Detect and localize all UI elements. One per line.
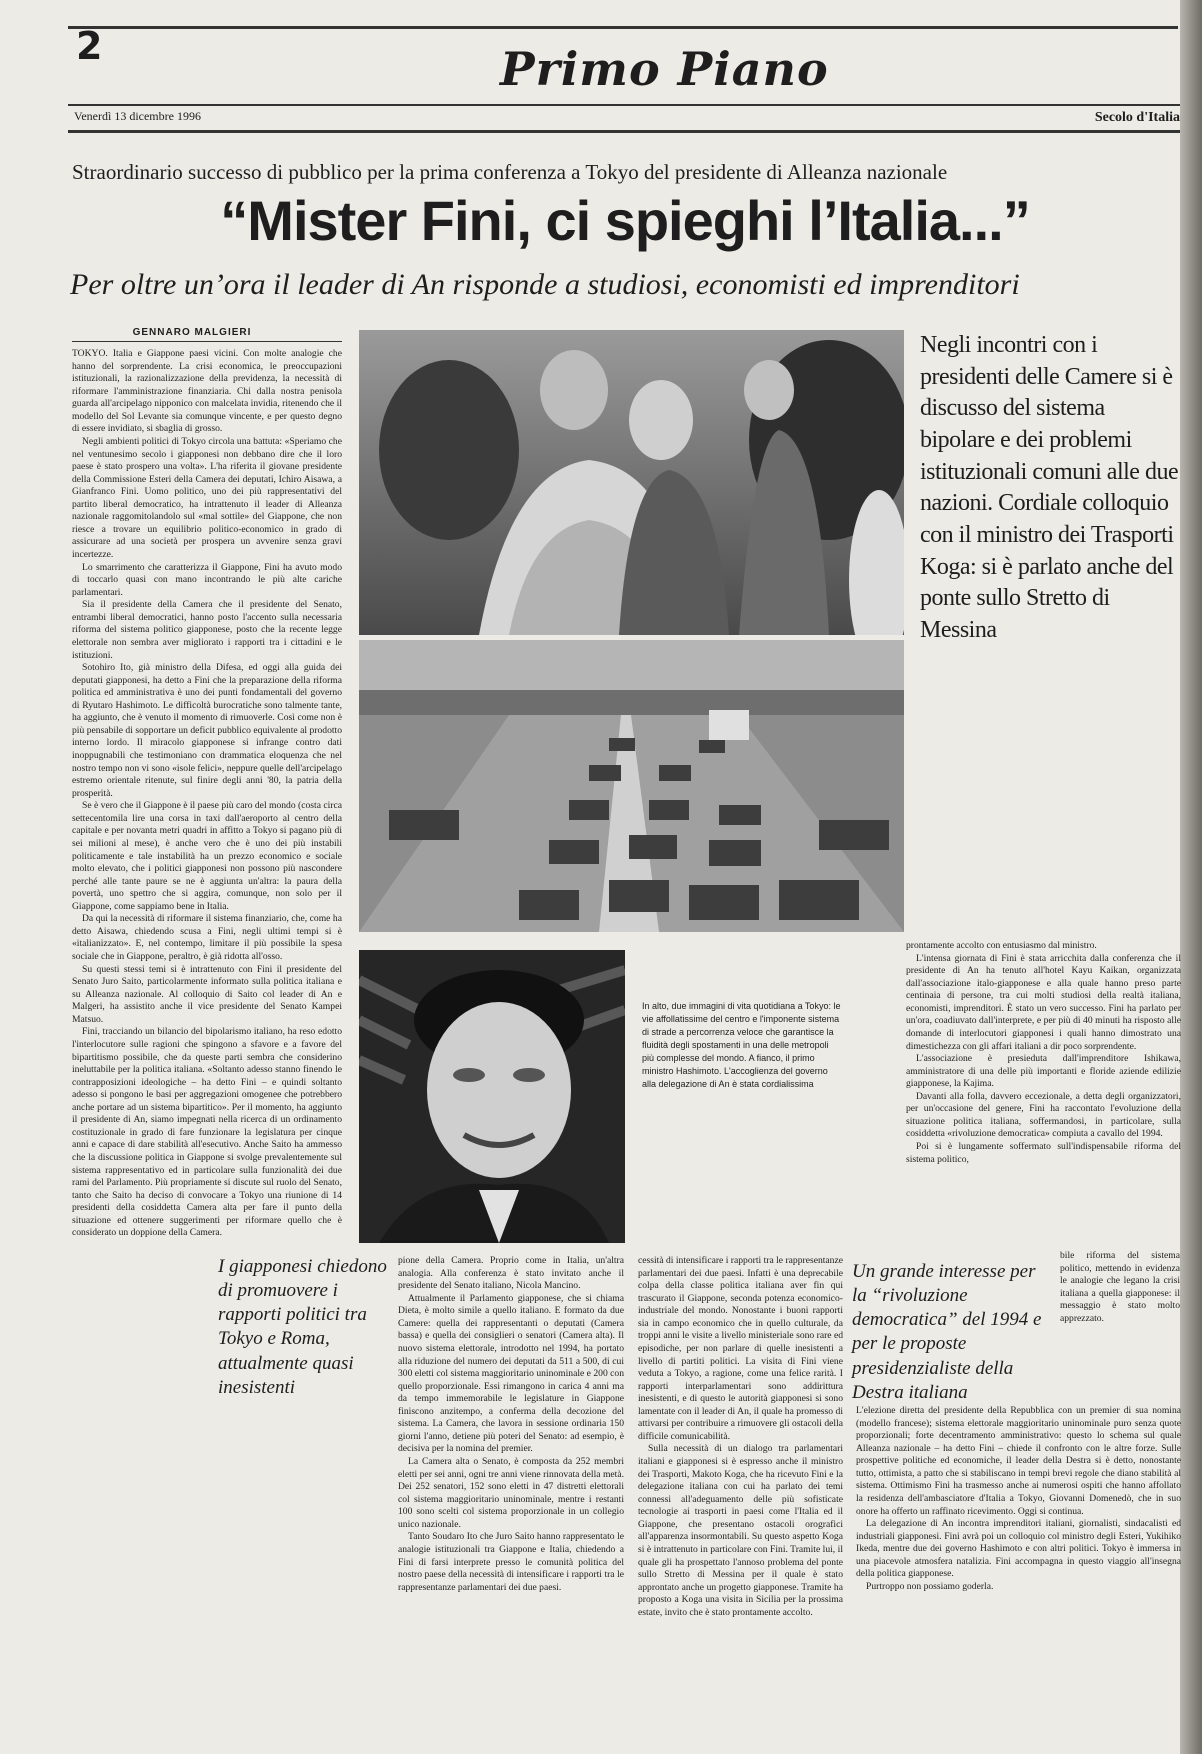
col4b-paragraph: bile riforma del sistema politico, mettendo in evidenza le analogie che legano la crisi italiana a quella giapponese: il messaggio è stato molto apprezzato. bbox=[1060, 1250, 1180, 1324]
pull-quote-bottom: Un grande interesse per la “rivoluzione democratica” del 1994 e per le proposte presidenzialiste della Destra italiana bbox=[852, 1261, 1042, 1403]
pull-quote-right: Negli incontri con i presidenti delle Camere si è discusso del sistema bipolare e dei problemi istituzionali comuni alle due nazioni. Cordiale colloquio con il ministro dei Trasporti Koga: si è parlato anche del ponte sullo Stretto di Messina bbox=[920, 332, 1179, 644]
col3-paragraph: Sulla necessità di un dialogo tra parlamentari italiani e giapponesi si è espresso anche il ministro dei Trasporti, Makoto Koga, che ha ricevuto Fini e la delegazione italiana con cui ha parlato dei temi connessi all'adeguamento delle più sofisticate tecnologie ai trasporti in paesi come l'Italia ed il Giappone, che presentano ostacoli orografici all'apparenza insormontabili. Su questo aspetto Koga si è intrattenuto in particolare con Fini. Tramite lui, il quale gli ha prospettato l'annoso problema del ponte sullo Stretto di Messina per il quale è stato approntato anche un progetto giapponese. Tramite ha proposto a Koga una visita in Sicilia per la prossima estate, invito che è stato prontamente accolto. bbox=[638, 1443, 843, 1618]
col2-paragraph: pione della Camera. Proprio come in Italia, un'altra analogia. Alla conferenza è stato invitato anche il presidente del Senato italiano, Nicola Mancino. bbox=[398, 1255, 624, 1292]
article-column-4-lower bbox=[1060, 1250, 1180, 1400]
header-rule bbox=[68, 104, 1180, 106]
col4a-paragraph: Poi si è lungamente soffermato sull'indispensabile riforma del sistema politico, bbox=[906, 1141, 1181, 1165]
article-headline: “Mister Fini, ci spieghi l’Italia...” bbox=[220, 189, 1030, 252]
col1-paragraph: Da qui la necessità di riformare il sistema finanziario, che, come ha detto Aisawa, chiedendo scusa a Fini, negli ultimi tempi si è «italianizzato». E, nel contempo, limitare il più possibile la spesa sociale che in Giappone, peraltro, è già ridotta all'osso. bbox=[72, 913, 342, 962]
col1-paragraph: Negli ambienti politici di Tokyo circola una battuta: «Speriamo che nel ventunesimo secolo i giapponesi non debbano dire che il loro paese è stato prospero una volta». L'ha riferita il giovane presidente della Commissione Esteri della Camera dei deputati, Ichiro Aisawa, a Gianfranco Fini. Uomo politico, uno dei più rappresentativi del partito liberal democratico, ha intrattenuto il leader di Alleanza nazionale raggomitolandolo sul «mal sottile» del Giappone, che non riesce a trovare un equilibrio politico-economico in grado di assicurare ad una società per prospera un avvenire senza gravi incertezze. bbox=[72, 435, 342, 560]
col2-paragraph: Attualmente il Parlamento giapponese, che si chiama Dieta, è molto simile a quello italiano. E formato da due Camere: quella dei rappresentanti o deputati (Camera bassa) e quella dei consiglieri o senatori (Camera alta). Il nuovo sistema elettorale, introdotto nel 1994, ha portato alla riduzione del numero dei deputati da 511 a 500, di cui 300 eletti col sistema maggioritario uninominale e 200 con quello proporzionale. Essi rimangono in carica 4 anni ma da tempo immemorabile le legislature in Giappone finiscono anzitempo, a conferma della decozione del sistema. La Camera, che lavora in sessione ordinaria 150 giorni l'anno, detiene più poteri del Senato: ad esempio, è decisiva per la nomina del premier. bbox=[398, 1292, 624, 1455]
photo-hashimoto-portrait-image bbox=[359, 950, 625, 1243]
masthead: Secolo d'Italia bbox=[1094, 110, 1180, 125]
col4a-paragraph: L'intensa giornata di Fini è stata arricchita dalla conferenza che il presidente di An ha tenuto all'hotel Kayu Kaikan, organizzata dall'associazione italo-giapponese e alla quale hanno preso parte centinaia di persone, tra cui molti studiosi della realtà italiana, economisti, imprenditori. È stato un vero successo. Fini ha parlato per un'ora, coadiuvato dall'interprete, e per più di 40 minuti ha risposto alle domande di interlocutori giapponesi i quali hanno dimostrato una dimestichezza con gli affari italiani a dir poco sorprendente. bbox=[906, 952, 1181, 1052]
article-column-1 bbox=[72, 348, 342, 1606]
header-bottom-rule bbox=[68, 130, 1180, 133]
photo-tokyo-traffic bbox=[359, 640, 904, 932]
photo-tokyo-traffic-image bbox=[359, 640, 904, 932]
header-top-rule bbox=[68, 26, 1178, 29]
article-column-2 bbox=[398, 1255, 624, 1745]
page-number: 2 bbox=[76, 24, 103, 68]
photo-hashimoto-portrait bbox=[359, 950, 625, 1243]
article-column-4-upper bbox=[906, 940, 1181, 1244]
col1-paragraph: Sia il presidente della Camera che il presidente del Senato, entrambi liberal democratici, hanno posto l'accento sulla necessaria riforma del sistema politico giapponese, posto che la recente legge elettorale non sembra aver migliorato i rapporti tra i cittadini e le istituzioni. bbox=[72, 599, 342, 661]
article-column-3 bbox=[638, 1255, 843, 1745]
pull-quote-center: I giapponesi chiedono di promuovere i rapporti politici tra Tokyo e Roma, attualmente quasi inesistenti bbox=[218, 1256, 387, 1398]
col3-paragraph: cessità di intensificare i rapporti tra le rappresentanze parlamentari dei due paesi. Infatti è una deprecabile colpa della classe politica italiana aver fin qui trascurato il Giappone, seconda potenza economico-industriale del mondo. Nonostante i buoni rapporti sia in campo economico che in quello culturale, da troppi anni le visite a livello ministeriale sono rare ed episodiche, per non parlare di quelle inesistenti a livello di partiti politici. La visita di Fini viene veduta a Tokyo, a ragione, come una felice rarità. I rapporti interparlamentari sono addirittura inesistenti, e di questo le autorità giapponesi si sono lamentate con il leader di An, il quale ha promesso di attivarsi per contribuire a rimuovere gli ostacoli della difficile comunicabilità. bbox=[638, 1255, 843, 1442]
binding-shadow bbox=[1180, 0, 1202, 1754]
article-kicker: Straordinario successo di pubblico per la prima conferenza a Tokyo del presidente di Alleanza nazionale bbox=[72, 160, 948, 184]
col4a-paragraph: Davanti alla folla, davvero eccezionale, a detta degli organizzatori, per un'occasione del genere, Fini ha raccontato l'evoluzione della situazione politica italiana, soffermandosi, in particolare, sulla cosiddetta «rivoluzione democratica» compiuta a cavallo del 1994. bbox=[906, 1090, 1181, 1140]
col1-paragraph: Sotohiro Ito, già ministro della Difesa, ed oggi alla guida dei deputati giapponesi, ha detto a Fini che la preparazione della riforma politica ed amministrativa è uno dei punti fondamentali del governo di Ryutaro Hashimoto. Le difficoltà burocratiche sono talmente tante, ha aggiunto, che è venuto il momento di rimuoverle. Così come non è più pensabile di sopportare un deficit pubblico equivalente al prodotto interno lordo. Il miracolo giapponese si infrange contro dati inoppugnabili che testimoniano con drammatica eloquenza che nel nostro tempo non vi sono «isole felici», neppure quelle dell'arcipelago estremo orientale ritenute, sul finire degli anni '80, la patria della prosperità. bbox=[72, 662, 342, 799]
col1-paragraph: Lo smarrimento che caratterizza il Giappone, Fini ha avuto modo di toccarlo quasi con mano incontrando le più alte cariche parlamentari. bbox=[72, 561, 342, 598]
section-title: Primo Piano bbox=[500, 42, 829, 96]
article-column-4-bottom bbox=[856, 1405, 1181, 1745]
col4a-paragraph: prontamente accolto con entusiasmo dal ministro. bbox=[906, 940, 1097, 951]
col1-paragraph: TOKYO. Italia e Giappone paesi vicini. Con molte analogie che hanno del sorprendente. La crisi economica, le preoccupazioni istituzionali, la razionalizzazione della previdenza, la necessità di riformare l'amministrazione finanziaria. Chi dalla nostra penisola guarda all'arcipelago nipponico con malcelata invidia, ritenendo che il modello del Sol Levante sia comunque vincente, e per questo degno di essere invidiato, si sbaglia di grosso. bbox=[72, 348, 342, 435]
photo-caption: In alto, due immagini di vita quotidiana a Tokyo: le vie affollatissime del centro e l'imponente sistema di strade a percorrenza veloce che garantisce la fluidità degli spostamenti in una delle metropoli più complesse del mondo. A fianco, il primo ministro Hashimoto. L'accoglienza del governo alla delegazione di An è stata cordialissima bbox=[642, 1001, 841, 1090]
col4b-paragraph: Purtroppo non possiamo goderla. bbox=[866, 1580, 994, 1592]
col4a-paragraph: L'associazione è presieduta dall'imprenditore Ishikawa, amministratore di una delle più importanti e floride aziende edilizie giapponese, la Kajima. bbox=[906, 1053, 1181, 1090]
date-line: Venerdì 13 dicembre 1996 bbox=[74, 109, 201, 123]
byline: GENNARO MALGIERI bbox=[132, 327, 252, 338]
col1-paragraph: Fini, tracciando un bilancio del bipolarismo italiano, ha reso edotto l'interlocutore sulle ragioni che spingono a sfavore e a favore del bipartitismo possibile, che da queste parti sembra che considerino ineluttabile per la politica italiana. «Soltanto adesso stanno finendo le contrapposizioni ideologiche – ha detto Fini – e quindi soltanto adesso si pongono le basi per aggregazioni omogenee che potrebbero anche portare ad un sistema bipartitico». Per il momento, ha aggiunto il presidente di An, siamo impegnati nella ricerca di un ordinamento costituzionale in grado di fare funzionare la legislatura per cinque anni e capace di dare stabilità all'esecutivo. Anche Saito ha ammesso che la discussione politica in Giappone si svolge prevalentemente sul sistema rappresentativo ed in particolare sulla funzionalità dei due rami del Parlamento. Più propriamente si discute sul ruolo del Senato, tanto che Saito ha deciso di convocare a Tokyo una riunione di 14 presidenti della cosiddetta Camera alta per fare il punto della situazione ed ottenere suggerimenti per riformare quello che è considerato un doppione della Camera. bbox=[72, 1026, 342, 1239]
photo-tokyo-crowd-image bbox=[359, 330, 904, 635]
col4b-paragraph: L'elezione diretta del presidente della Repubblica con un premier di sua nomina (modello francese); sistema elettorale maggioritario uninominale puro senza quote proporzionali; forte decentramento amministrativo: questo lo schema sul quale Alleanza nazionale – ha detto Fini – chiede il confronto con le altre forze. Sulle prospettive politiche ed economiche, il leader della Destra si è detto, nonostante tutto, ottimista, a patto che si stabiliscano in tempi brevi regole che diano stabilità al sistema. Ottimismo Fini ha trasmesso anche ai numerosi ospiti che hanno affollato la residenza dell'ambasciatore d'Italia a Tokyo, Giovanni Domenedò, che in suo onore ha offerto un raffinato ricevimento. Oggi si continua. bbox=[856, 1405, 1181, 1517]
col1-paragraph: Se è vero che il Giappone è il paese più caro del mondo (costa circa settecentomila lire una corsa in taxi dall'aeroporto al centro della capitale e per novanta metri quadri in affitto a Tokyo si pagano più di sei milioni al mese), è anche vero che è uno dei più instabili politicamente e tale instabilità ha un prezzo economico e sociale molto elevato, che i politici giapponesi non possono più nascondere perché alle tante paure se ne è aggiunta un'altra: la paura della povertà, uno spettro che si aggira, comunque, non solo per il Giappone, come sappiamo bene in Italia. bbox=[72, 800, 342, 912]
col2-paragraph: La Camera alta o Senato, è composta da 252 membri eletti per sei anni, ogni tre anni viene rinnovata della metà. Dei 252 senatori, 152 sono eletti in 47 distretti elettorali col sistema maggioritario uninominale, mentre i restanti 100 sono scelti col sistema proporzionale in un collegio unico nazionale. bbox=[398, 1456, 624, 1530]
byline-rule bbox=[72, 341, 342, 342]
photo-tokyo-crowd bbox=[359, 330, 904, 635]
article-subheadline: Per oltre un’ora il leader di An risponde a studiosi, economisti ed imprenditori bbox=[70, 268, 1020, 301]
col4b-paragraph: La delegazione di An incontra imprenditori italiani, giornalisti, sindacalisti ed industriali giapponesi. Fini avrà poi un colloquio col ministro degli Esteri, Yukihiko Ikeda, mentre due dei governo Hashimoto e con altri politici. Tokyo è immersa in una piacevole atmosfera natalizia. Fini accompagna in questo viaggio all'insegna della politica giapponese. bbox=[856, 1518, 1181, 1580]
col2-paragraph: Tanto Soudaro Ito che Juro Saito hanno rappresentato le analogie istituzionali tra Giappone e Italia, chiedendo a Fini di farsi interprete presso le comunità politica del nostro paese della necessità di intensificare i rapporti tra le rappresentanze parlamentari dei due paesi. bbox=[398, 1531, 624, 1593]
col1-paragraph: Su questi stessi temi si è intrattenuto con Fini il presidente del Senato Juro Saito, particolarmente informato sulla politica italiana e su Alleanza nazionale. Al colloquio di Saito col leader di An e Malgeri, ha assistito anche il vice presidente del Senato Kampei Matsuo. bbox=[72, 963, 342, 1025]
